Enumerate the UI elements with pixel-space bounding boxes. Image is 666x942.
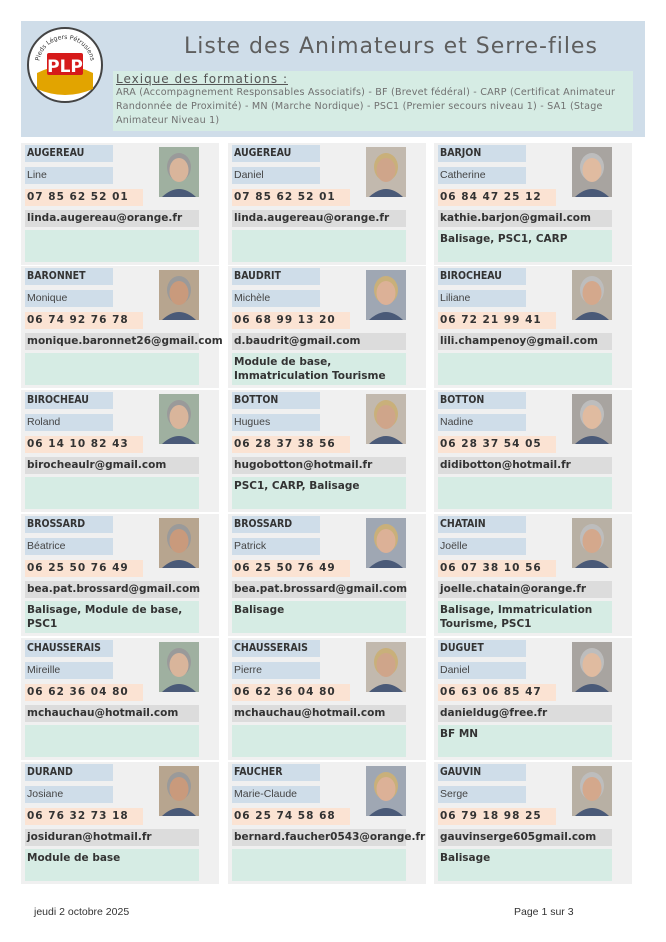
person-phone[interactable]: 06 84 47 25 12	[438, 189, 556, 206]
person-photo	[572, 147, 612, 197]
person-last-name: BARJON	[438, 145, 526, 162]
person-formations	[25, 725, 199, 757]
person-first-name: Monique	[25, 290, 113, 307]
person-formations: Module de base	[25, 849, 199, 881]
document-header	[21, 21, 645, 137]
footer-date: jeudi 2 octobre 2025	[34, 906, 130, 918]
person-last-name: BOTTON	[232, 392, 320, 409]
person-last-name: DUGUET	[438, 640, 526, 657]
person-first-name: Liliane	[438, 290, 526, 307]
person-photo	[159, 270, 199, 320]
person-formations: Balisage, Immatriculation Tourisme, PSC1	[438, 601, 612, 633]
person-last-name: BROSSARD	[232, 516, 320, 533]
person-phone[interactable]: 06 28 37 54 05	[438, 436, 556, 453]
footer-page-number: Page 1 sur 3	[514, 906, 574, 918]
lexique-box	[113, 71, 633, 131]
person-email[interactable]: joelle.chatain@orange.fr	[438, 581, 612, 598]
person-email[interactable]: mchauchau@hotmail.com	[232, 705, 406, 722]
person-photo	[366, 518, 406, 568]
person-email[interactable]: didibotton@hotmail.fr	[438, 457, 612, 474]
person-email[interactable]: linda.augereau@orange.fr	[25, 210, 199, 227]
person-formations	[232, 849, 406, 881]
person-photo	[572, 518, 612, 568]
person-card	[434, 638, 632, 760]
person-email[interactable]: bea.pat.brossard@gmail.com	[25, 581, 199, 598]
person-first-name: Line	[25, 167, 113, 184]
lexique-text: ARA (Accompagnement Responsables Associatifs) - BF (Brevet fédéral) - CARP (Certificat Animateur Randonnée de Proximité) - MN (Marche Nordique) - PSC1 (Premier secours niveau 1) - SA1 (Stage Animateur Niveau 1)	[116, 87, 616, 126]
person-phone[interactable]: 06 68 99 13 20	[232, 312, 350, 329]
person-email[interactable]: gauvinserge605gmail.com	[438, 829, 612, 846]
person-formations: Module de base, Immatriculation Tourisme	[232, 353, 406, 385]
person-formations: PSC1, CARP, Balisage	[232, 477, 406, 509]
person-email[interactable]: birocheaulr@gmail.com	[25, 457, 199, 474]
club-logo	[27, 27, 103, 103]
person-first-name: Joëlle	[438, 538, 526, 555]
person-phone[interactable]: 06 25 50 76 49	[25, 560, 143, 577]
person-last-name: FAUCHER	[232, 764, 320, 781]
person-card	[21, 266, 223, 388]
person-card	[434, 143, 632, 265]
person-email[interactable]: d.baudrit@gmail.com	[232, 333, 406, 350]
person-email[interactable]: mchauchau@hotmail.com	[25, 705, 199, 722]
logo-graphic	[29, 29, 101, 101]
person-email[interactable]: danieldug@free.fr	[438, 705, 612, 722]
person-photo	[366, 642, 406, 692]
person-card	[434, 266, 632, 388]
person-card	[21, 514, 219, 636]
person-card	[434, 514, 632, 636]
person-last-name: BARONNET	[25, 268, 113, 285]
person-email[interactable]: kathie.barjon@gmail.com	[438, 210, 612, 227]
person-email[interactable]: josiduran@hotmail.fr	[25, 829, 199, 846]
person-last-name: BROSSARD	[25, 516, 113, 533]
person-phone[interactable]: 07 85 62 52 01	[25, 189, 143, 206]
person-first-name: Béatrice	[25, 538, 113, 555]
person-email[interactable]: monique.baronnet26@gmail.com	[25, 333, 199, 350]
person-photo	[159, 766, 199, 816]
person-first-name: Serge	[438, 786, 526, 803]
person-first-name: Mireille	[25, 662, 113, 679]
person-email[interactable]: bea.pat.brossard@gmail.com	[232, 581, 406, 598]
person-photo	[572, 642, 612, 692]
person-card	[228, 143, 426, 265]
person-last-name: BIROCHEAU	[438, 268, 526, 285]
person-card	[434, 762, 632, 884]
person-card	[228, 638, 426, 760]
logo-letters: PLP	[47, 57, 83, 77]
person-last-name: GAUVIN	[438, 764, 526, 781]
person-first-name: Marie-Claude	[232, 786, 320, 803]
person-email[interactable]: bernard.faucher0543@orange.fr	[232, 829, 406, 846]
person-last-name: CHATAIN	[438, 516, 526, 533]
person-email[interactable]: lili.champenoy@gmail.com	[438, 333, 612, 350]
person-first-name: Michèle	[232, 290, 320, 307]
person-phone[interactable]: 06 63 06 85 47	[438, 684, 556, 701]
person-formations: BF MN	[438, 725, 612, 757]
person-phone[interactable]: 06 72 21 99 41	[438, 312, 556, 329]
person-phone[interactable]: 06 14 10 82 43	[25, 436, 143, 453]
person-phone[interactable]: 06 07 38 10 56	[438, 560, 556, 577]
person-last-name: AUGEREAU	[25, 145, 113, 162]
person-phone[interactable]: 06 74 92 76 78	[25, 312, 143, 329]
person-first-name: Patrick	[232, 538, 320, 555]
person-photo	[366, 766, 406, 816]
person-phone[interactable]: 07 85 62 52 01	[232, 189, 350, 206]
person-formations	[438, 353, 612, 385]
person-photo	[572, 766, 612, 816]
person-first-name: Josiane	[25, 786, 113, 803]
person-photo	[366, 394, 406, 444]
person-formations	[25, 477, 199, 509]
person-card	[228, 762, 426, 884]
person-phone[interactable]: 06 25 74 58 68	[232, 808, 350, 825]
person-formations	[25, 353, 199, 385]
person-last-name: CHAUSSERAIS	[232, 640, 320, 657]
person-first-name: Roland	[25, 414, 113, 431]
person-card	[21, 143, 219, 265]
person-first-name: Nadine	[438, 414, 526, 431]
person-phone[interactable]: 06 62 36 04 80	[25, 684, 143, 701]
person-phone[interactable]: 06 79 18 98 25	[438, 808, 556, 825]
person-card	[21, 390, 219, 512]
person-last-name: BOTTON	[438, 392, 526, 409]
person-first-name: Daniel	[438, 662, 526, 679]
person-photo	[572, 270, 612, 320]
person-phone[interactable]: 06 76 32 73 18	[25, 808, 143, 825]
person-photo	[159, 642, 199, 692]
person-formations	[438, 477, 612, 509]
person-phone[interactable]: 06 25 50 76 49	[232, 560, 350, 577]
person-photo	[572, 394, 612, 444]
person-card	[228, 514, 426, 636]
lexique-title: Lexique des formations :	[116, 72, 288, 86]
person-formations: Balisage	[438, 849, 612, 881]
person-formations: Balisage, PSC1, CARP	[438, 230, 612, 262]
person-photo	[159, 394, 199, 444]
person-first-name: Hugues	[232, 414, 320, 431]
person-photo	[159, 147, 199, 197]
person-phone[interactable]: 06 28 37 38 56	[232, 436, 350, 453]
person-formations: Balisage, Module de base, PSC1	[25, 601, 199, 633]
page-title: Liste des Animateurs et Serre-files	[184, 34, 598, 59]
person-last-name: BIROCHEAU	[25, 392, 113, 409]
person-formations	[25, 230, 199, 262]
person-email[interactable]: linda.augereau@orange.fr	[232, 210, 406, 227]
person-photo	[159, 518, 199, 568]
person-last-name: AUGEREAU	[232, 145, 320, 162]
person-first-name: Catherine	[438, 167, 526, 184]
person-card	[21, 638, 219, 760]
person-formations	[232, 725, 406, 757]
person-formations	[232, 230, 406, 262]
person-photo	[366, 147, 406, 197]
person-card	[21, 762, 219, 884]
person-last-name: BAUDRIT	[232, 268, 320, 285]
logo-text: Pieds Légers Pétrusiens	[34, 33, 96, 62]
person-photo	[366, 270, 406, 320]
person-last-name: CHAUSSERAIS	[25, 640, 113, 657]
person-email[interactable]: hugobotton@hotmail.fr	[232, 457, 406, 474]
person-last-name: DURAND	[25, 764, 113, 781]
person-first-name: Daniel	[232, 167, 320, 184]
person-formations: Balisage	[232, 601, 406, 633]
person-card	[434, 390, 632, 512]
person-card	[228, 390, 426, 512]
person-first-name: Pierre	[232, 662, 320, 679]
person-phone[interactable]: 06 62 36 04 80	[232, 684, 350, 701]
person-card	[228, 266, 426, 388]
